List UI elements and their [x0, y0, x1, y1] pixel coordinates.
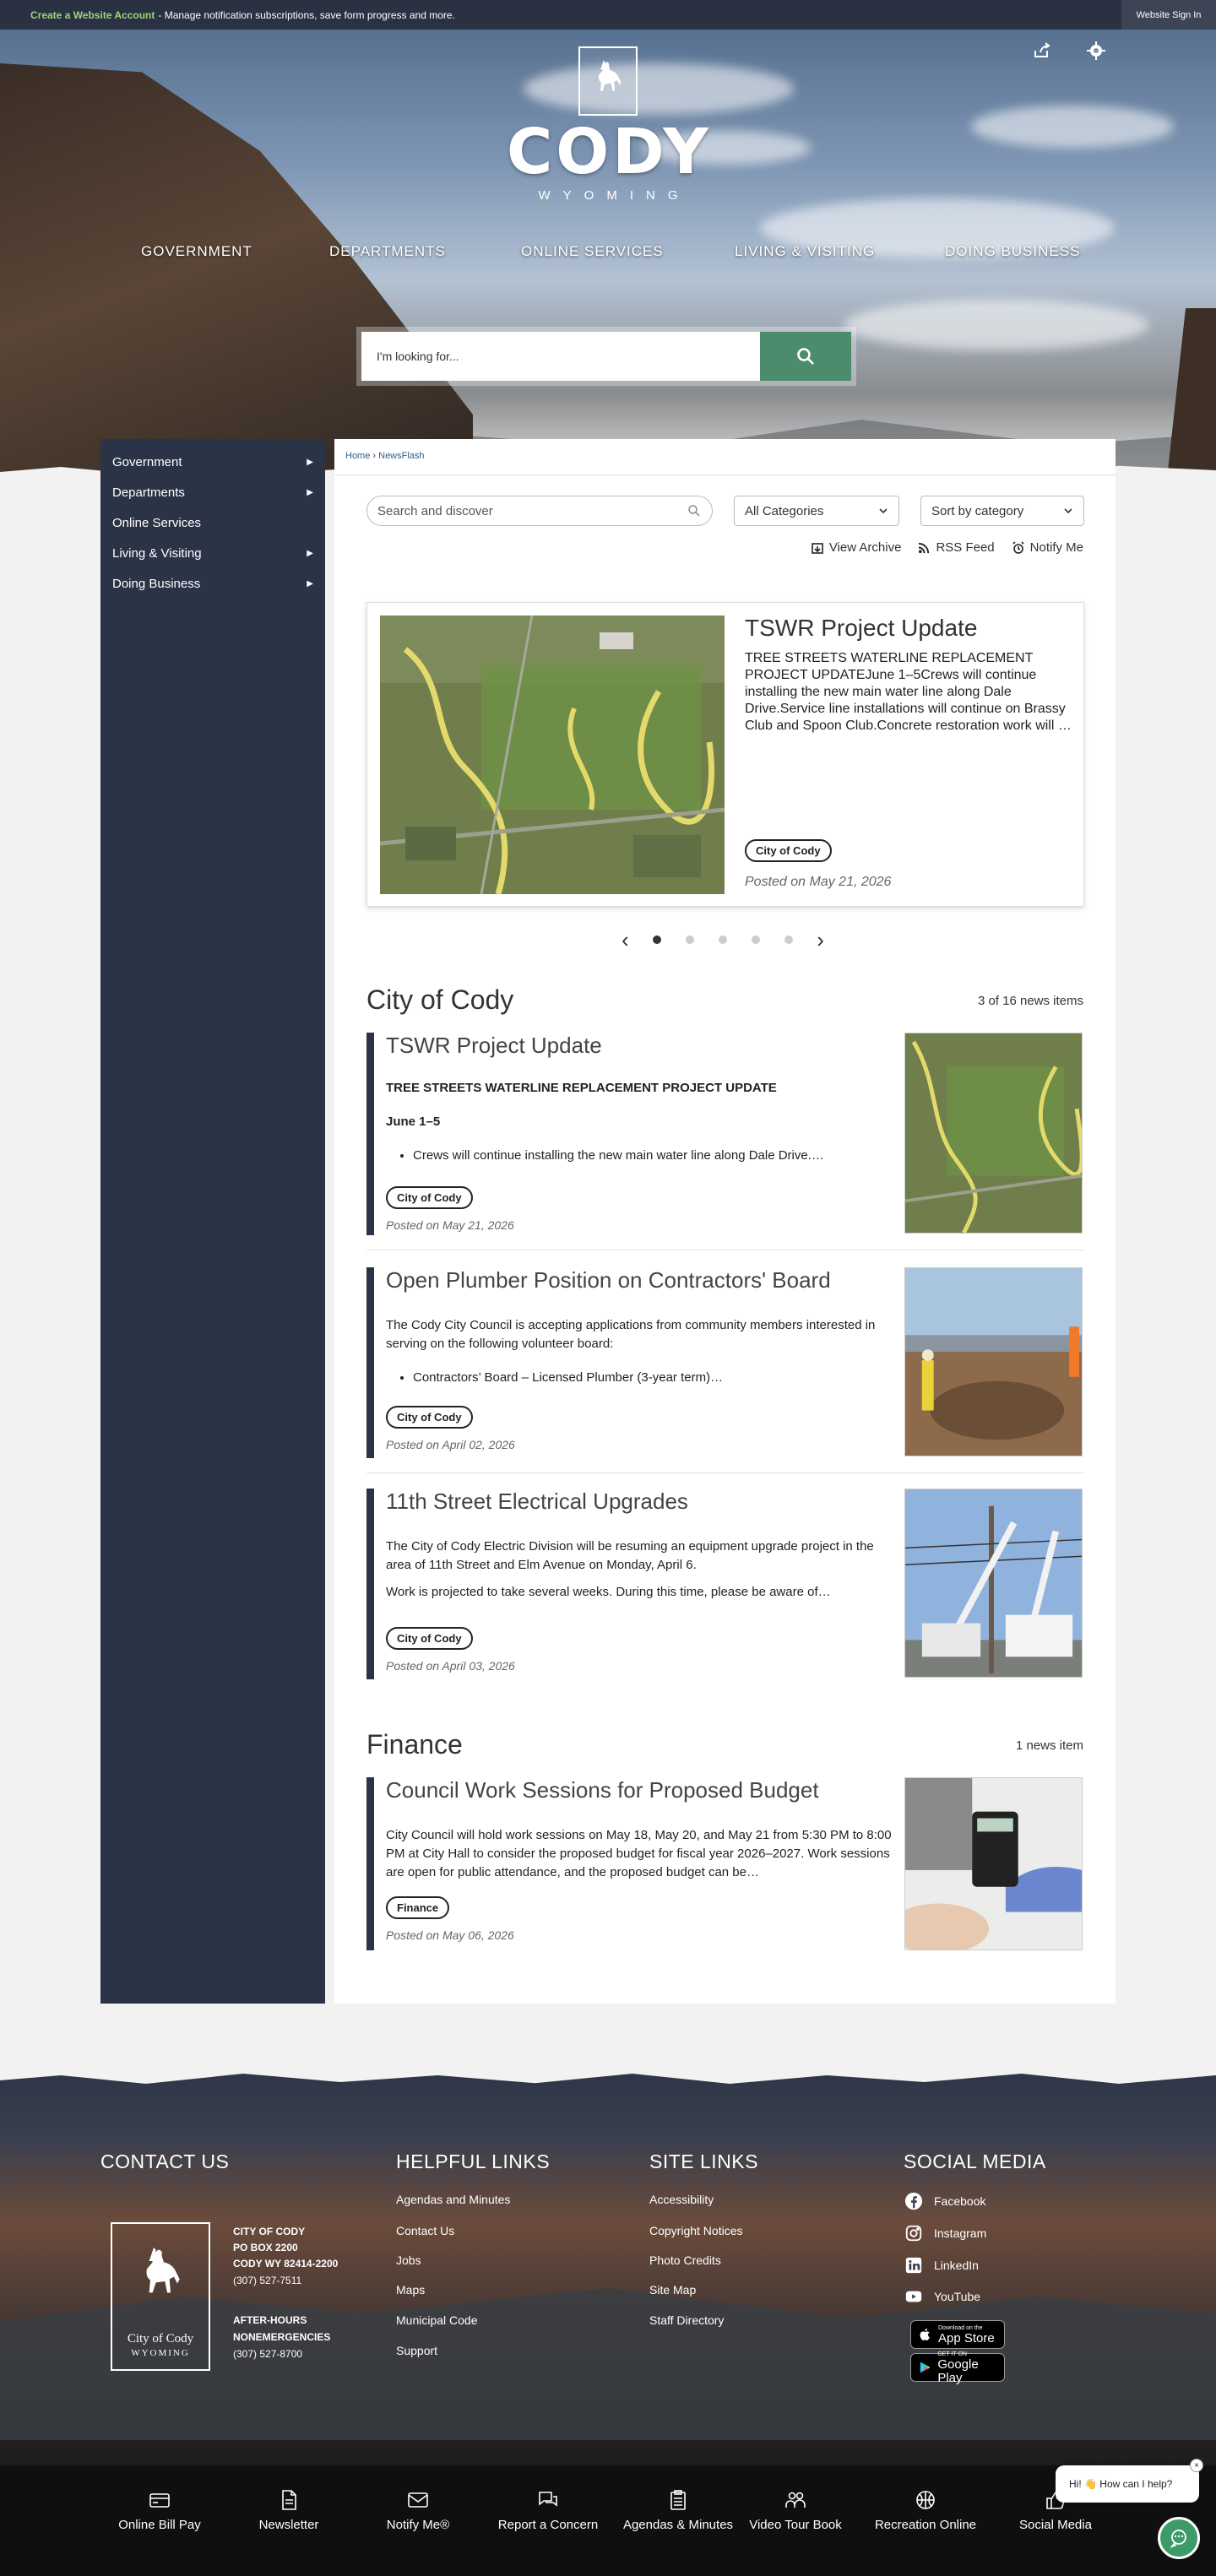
rss-feed-label: RSS Feed [936, 540, 995, 555]
quick-link-label: Notify Me® [386, 2518, 450, 2532]
quick-link-label: Online Bill Pay [118, 2518, 201, 2532]
quick-links-bar [0, 2465, 1216, 2576]
quick-link-agendas-minutes[interactable] [615, 2489, 741, 2532]
breadcrumb-separator: › [370, 451, 379, 461]
footer-link-jobs[interactable]: Jobs [396, 2253, 421, 2267]
news-item-date: Posted on May 21, 2026 [386, 1218, 514, 1232]
horse-rider-emblem-icon [578, 46, 638, 116]
breadcrumb-current[interactable]: NewsFlash [378, 451, 425, 461]
news-item-subheading: June 1–5 [386, 1114, 441, 1129]
construction-workers-thumbnail[interactable] [904, 1267, 1083, 1456]
quick-link-label: Report a Concern [497, 2518, 599, 2532]
hero-utility-icons [1032, 41, 1106, 65]
contact-phone-after-hours[interactable]: (307) 527-8700 [233, 2348, 303, 2360]
news-item-bullet: • Contractors’ Board – Licensed Plumber (3-year term)… [413, 1369, 897, 1387]
facebook-icon [904, 2191, 924, 2211]
sidebar-item-living-visiting[interactable] [100, 538, 325, 568]
news-item-paragraph: The Cody City Council is accepting applications from community members interested in serving on the following volunteer board: [386, 1318, 876, 1351]
create-account-link[interactable]: Create a Website Account [30, 8, 155, 21]
social-instagram-link[interactable] [904, 2223, 986, 2243]
news-item-heading: TREE STREETS WATERLINE REPLACEMENT PROJECT UPDATE [386, 1081, 777, 1095]
chat-greeting-bubble[interactable]: Hi! 👋 How can I help? [1056, 2465, 1199, 2503]
footer-link-site-map[interactable]: Site Map [649, 2283, 697, 2297]
utility-trucks-thumbnail[interactable] [904, 1489, 1083, 1678]
category-tag[interactable]: City of Cody [745, 839, 832, 862]
footer-helpful-links-title: HELPFUL LINKS [396, 2150, 551, 2172]
logo-state: WYOMING [538, 188, 691, 203]
featured-news-card[interactable] [366, 602, 1084, 907]
logo-wordmark: CODY [507, 116, 712, 188]
nav-living-visiting[interactable]: LIVING & VISITING [735, 243, 876, 259]
aerial-neighborhood-thumbnail[interactable] [904, 1033, 1083, 1234]
alarm-clock-icon [1012, 541, 1025, 555]
carousel-next-button[interactable]: › [817, 927, 824, 952]
section-title: Finance [366, 1729, 463, 1760]
news-item-body [386, 1316, 897, 1387]
quick-link-label: Agendas & Minutes [622, 2518, 734, 2532]
social-youtube-label: YouTube [934, 2290, 981, 2303]
sidebar-item-label: Online Services [112, 515, 202, 530]
category-select-value: All Categories [745, 503, 824, 518]
breadcrumb-home[interactable]: Home [345, 451, 371, 461]
sidebar-item-label: Departments [112, 485, 185, 500]
section-count: 3 of 16 news items [977, 994, 1083, 1008]
news-search [366, 496, 713, 526]
contact-city: CODY WY 82414-2200 [233, 2258, 339, 2270]
share-icon[interactable] [1032, 41, 1052, 65]
quick-link-label: Recreation Online [874, 2518, 977, 2532]
category-tag[interactable]: City of Cody [386, 1406, 473, 1429]
top-bar [0, 0, 1216, 30]
caret-right-icon: ▶ [307, 457, 313, 467]
google-play-big: Google Play [937, 2356, 979, 2385]
footer-link-contact-us[interactable]: Contact Us [396, 2224, 455, 2237]
news-item [366, 1033, 1084, 1235]
carousel-dot[interactable] [653, 935, 661, 944]
news-item-date: Posted on April 02, 2026 [386, 1438, 515, 1451]
carousel-controls [622, 927, 824, 952]
news-item-paragraph: Work is projected to take several weeks. During this time, please be aware of… [386, 1585, 831, 1599]
footer-link-accessibility[interactable]: Accessibility [649, 2193, 714, 2206]
sidebar-item-doing-business[interactable] [100, 568, 325, 599]
footer-contact-title: CONTACT US [100, 2150, 230, 2172]
quick-link-notify-me[interactable] [355, 2489, 481, 2532]
quick-link-label: Social Media [1019, 2518, 1092, 2532]
sort-select-value: Sort by category [931, 503, 1024, 518]
chat-bubbles-icon [537, 2489, 559, 2511]
news-item [366, 1777, 1084, 1950]
section-title: City of Cody [366, 984, 514, 1015]
create-account-text: - Manage notification subscriptions, save form progress and more. [158, 8, 455, 21]
quick-link-report-concern[interactable] [485, 2489, 611, 2532]
instagram-icon [904, 2223, 924, 2243]
footer-link-agendas[interactable]: Agendas and Minutes [396, 2193, 511, 2206]
archive-icon [811, 541, 824, 555]
news-item [366, 1489, 1084, 1679]
carousel-prev-button[interactable]: ‹ [622, 927, 629, 952]
quick-link-recreation-online[interactable] [862, 2489, 989, 2532]
sidebar-item-label: Government [112, 454, 182, 469]
news-item-paragraph: City Council will hold work sessions on May 18, May 20, and May 21 from 5:30 PM to 8:00 PM at City Hall to consider the proposed budget for fiscal year 2026–2027. Work sessions are open for public attendance, and the proposed budget can be… [386, 1828, 892, 1879]
contact-po-box: PO BOX 2200 [233, 2242, 298, 2253]
nav-government[interactable]: GOVERNMENT [141, 243, 252, 259]
close-icon[interactable]: × [1190, 2459, 1203, 2472]
breadcrumb [345, 451, 425, 461]
horse-rider-emblem-icon [127, 2236, 194, 2320]
featured-date: Posted on May 21, 2026 [745, 875, 892, 889]
calculator-thumbnail[interactable] [904, 1777, 1083, 1950]
news-item-title[interactable]: Council Work Sessions for Proposed Budget [386, 1777, 819, 1803]
social-facebook-link[interactable] [904, 2191, 985, 2211]
news-item-bullet: • Crews will continue installing the new main water line along Dale Drive.… [413, 1147, 897, 1165]
contact-org: CITY OF CODY [233, 2226, 306, 2237]
footer-link-maps[interactable]: Maps [396, 2283, 426, 2297]
site-search-input[interactable] [361, 332, 760, 381]
social-linkedin-label: LinkedIn [934, 2259, 979, 2272]
carousel-dot[interactable] [686, 935, 694, 944]
google-play-badge[interactable] [910, 2351, 1005, 2385]
cody-logo[interactable] [507, 46, 712, 203]
category-tag[interactable]: City of Cody [386, 1627, 473, 1650]
google-play-small: GET IT ON [937, 2351, 968, 2357]
news-item-title[interactable]: TSWR Project Update [386, 1033, 602, 1058]
carousel-dot[interactable] [752, 935, 760, 944]
city-of-cody-seal [111, 2222, 210, 2371]
sidebar-item-departments[interactable] [100, 477, 325, 507]
news-item-date: Posted on May 06, 2026 [386, 1928, 514, 1942]
quick-link-online-bill-pay[interactable] [96, 2489, 223, 2532]
mountain-image [0, 63, 473, 485]
contact-phone[interactable]: (307) 527-7511 [233, 2275, 302, 2286]
chat-launcher-button[interactable] [1158, 2517, 1200, 2559]
section-count: 1 news item [1015, 1738, 1083, 1753]
sidebar-item-label: Living & Visiting [112, 545, 202, 561]
news-item-body [386, 1537, 897, 1602]
social-youtube-link[interactable] [904, 2286, 980, 2307]
social-instagram-label: Instagram [934, 2226, 987, 2240]
website-sign-in-button[interactable]: Website Sign In [1121, 0, 1216, 30]
featured-body: TREE STREETS WATERLINE REPLACEMENT PROJECT UPDATEJune 1–5Crews will continue installing the new main water line along Dale Drive.Service line installations will continue on Brassy Club and Spoon Club.Concrete restoration work will … [745, 651, 1072, 733]
social-facebook-label: Facebook [934, 2194, 986, 2208]
sidebar-item-label: Doing Business [112, 576, 201, 591]
caret-right-icon: ▶ [307, 578, 313, 588]
carousel-dot[interactable] [719, 935, 727, 944]
category-tag[interactable]: Finance [386, 1896, 449, 1919]
news-item-paragraph: The City of Cody Electric Division will be resuming an equipment upgrade project in the area of 11th Street and Elm Avenue on Monday, April 6. [386, 1539, 874, 1572]
site-search [356, 327, 856, 386]
notify-me-link[interactable] [1012, 540, 1083, 555]
app-store-badge[interactable] [910, 2320, 1005, 2349]
social-linkedin-link[interactable] [904, 2255, 979, 2275]
quick-link-video-tour-book[interactable] [732, 2489, 859, 2532]
news-item-body [386, 1079, 897, 1165]
footer-site-links-title: SITE LINKS [649, 2150, 758, 2172]
news-actions [811, 540, 1083, 555]
news-item-title[interactable]: Open Plumber Position on Contractors' Board [386, 1267, 831, 1293]
app-store-big: App Store [938, 2330, 995, 2346]
seal-name: City of Cody [127, 2332, 194, 2346]
category-tag[interactable]: City of Cody [386, 1186, 473, 1209]
nav-departments[interactable]: DEPARTMENTS [329, 243, 446, 259]
apple-icon [918, 2327, 933, 2342]
contact-after-hours: AFTER-HOURS [233, 2314, 307, 2326]
carousel-dot[interactable] [784, 935, 793, 944]
caret-right-icon: ▶ [307, 487, 313, 497]
basketball-icon [915, 2489, 936, 2511]
linkedin-icon [904, 2255, 924, 2275]
featured-title[interactable]: TSWR Project Update [745, 615, 978, 641]
document-icon [278, 2489, 300, 2511]
search-icon [795, 346, 816, 366]
credit-card-icon [149, 2489, 171, 2511]
chat-icon [1168, 2527, 1190, 2549]
news-item-title[interactable]: 11th Street Electrical Upgrades [386, 1489, 688, 1514]
sort-select[interactable] [920, 496, 1084, 526]
chevron-down-icon [1063, 506, 1073, 516]
notify-me-label: Notify Me [1029, 540, 1083, 555]
app-store-small: Download on the [938, 2324, 983, 2331]
gear-icon[interactable] [1086, 41, 1106, 65]
sidebar-item-government[interactable] [100, 447, 325, 477]
footer-link-staff-directory[interactable]: Staff Directory [649, 2313, 725, 2327]
site-search-button[interactable] [760, 332, 851, 381]
footer-link-municipal-code[interactable]: Municipal Code [396, 2313, 478, 2327]
rss-icon [918, 541, 931, 554]
view-archive-link[interactable] [811, 540, 902, 555]
google-play-icon [918, 2360, 932, 2375]
footer-link-photo-credits[interactable]: Photo Credits [649, 2253, 721, 2267]
nav-doing-business[interactable]: DOING BUSINESS [945, 243, 1081, 259]
contact-nonemergencies: NONEMERGENCIES [233, 2331, 331, 2343]
youtube-icon [904, 2286, 924, 2307]
quick-link-newsletter[interactable] [225, 2489, 352, 2532]
rss-feed-link[interactable] [918, 540, 994, 555]
quick-link-label: Newsletter [258, 2518, 319, 2532]
news-item [366, 1267, 1084, 1458]
footer-link-support[interactable]: Support [396, 2344, 438, 2357]
sidebar-item-online-services[interactable] [100, 507, 325, 538]
footer-link-copyright[interactable]: Copyright Notices [649, 2224, 743, 2237]
envelope-icon [407, 2489, 429, 2511]
chevron-down-icon [878, 506, 888, 516]
aerial-neighborhood-image [380, 616, 725, 894]
search-icon[interactable] [687, 503, 702, 518]
quick-link-label: Video Tour Book [749, 2518, 842, 2532]
news-item-body [386, 1826, 897, 1882]
view-archive-label: View Archive [828, 540, 902, 555]
people-icon [784, 2489, 806, 2511]
category-select[interactable] [734, 496, 899, 526]
caret-right-icon: ▶ [307, 548, 313, 558]
clipboard-icon [667, 2489, 689, 2511]
sidebar-nav [100, 439, 325, 2004]
news-search-input[interactable] [377, 504, 687, 518]
main-content [334, 439, 1116, 2004]
seal-state: WYOMING [131, 2348, 190, 2358]
news-item-date: Posted on April 03, 2026 [386, 1659, 515, 1673]
nav-online-services[interactable]: ONLINE SERVICES [521, 243, 664, 259]
footer-social-media-title: SOCIAL MEDIA [904, 2150, 1046, 2172]
